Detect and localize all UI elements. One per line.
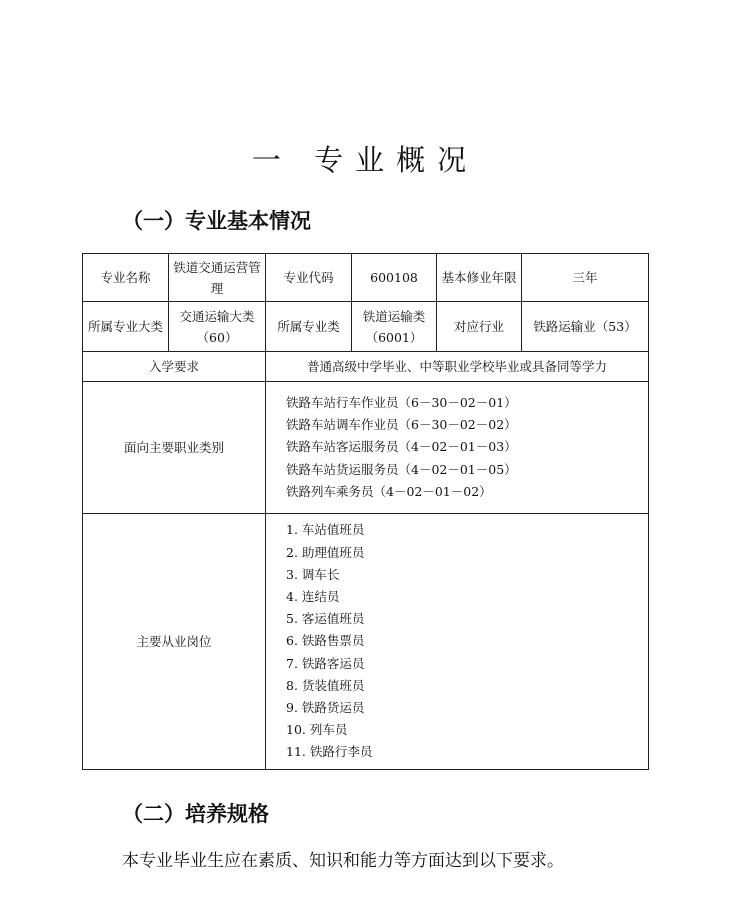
cell-major-name-value: 铁道交通运营管理 xyxy=(169,254,266,302)
cell-occupation-list xyxy=(266,382,649,514)
list-item: 9. 铁路货运员 xyxy=(286,700,365,715)
list-item: 6. 铁路售票员 xyxy=(286,633,365,649)
list-item: 铁路车站货运服务员（4－02－01－05） xyxy=(286,461,517,477)
table-row xyxy=(83,382,649,514)
cell-major-name-label: 专业名称 xyxy=(83,254,169,302)
cell-positions-list xyxy=(266,514,649,770)
table-row xyxy=(83,302,649,352)
cell-category-label: 所属专业大类 xyxy=(83,302,169,352)
table-row xyxy=(83,254,649,302)
list-item: 11. 铁路行李员 xyxy=(286,744,373,760)
cell-major-code-value: 600108 xyxy=(352,254,437,302)
chapter-title: 一 专业概况 xyxy=(251,143,479,177)
list-item: 铁路车站客运服务员（4－02－01－03） xyxy=(286,439,517,455)
table-row xyxy=(83,352,649,382)
cell-admission-value: 普通高级中学毕业、中等职业学校毕业或具备同等学力 xyxy=(266,352,649,382)
list-item: 8. 货装值班员 xyxy=(286,677,365,693)
section-title-training-spec: （二）培养规格 xyxy=(122,802,269,826)
cell-major-code-label: 专业代码 xyxy=(266,254,352,302)
cell-duration-label: 基本修业年限 xyxy=(437,254,522,302)
section-title-basic-info: （一）专业基本情况 xyxy=(122,209,311,233)
cell-admission-label: 入学要求 xyxy=(83,352,266,382)
list-item: 7. 铁路客运员 xyxy=(286,655,365,671)
list-item: 5. 客运值班员 xyxy=(286,611,365,627)
major-info-table xyxy=(82,253,649,770)
cell-category-value: 交通运输大类（60） xyxy=(169,302,266,352)
list-item: 铁路车站行车作业员（6－30－02－01） xyxy=(286,394,517,410)
cell-class-value: 铁道运输类（6001） xyxy=(352,302,437,352)
cell-industry-label: 对应行业 xyxy=(437,302,522,352)
list-item: 10. 列车员 xyxy=(286,722,348,738)
body-paragraph: 本专业毕业生应在素质、知识和能力等方面达到以下要求。 xyxy=(122,851,564,871)
list-item: 1. 车站值班员 xyxy=(286,522,365,538)
cell-occupation-label: 面向主要职业类别 xyxy=(83,382,266,514)
list-item: 铁路列车乘务员（4－02－01－02） xyxy=(286,483,492,499)
table-row xyxy=(83,514,649,770)
list-item: 2. 助理值班员 xyxy=(286,544,365,560)
cell-positions-label: 主要从业岗位 xyxy=(83,514,266,770)
list-item: 铁路车站调车作业员（6－30－02－02） xyxy=(286,417,517,433)
cell-industry-value: 铁路运输业（53） xyxy=(522,302,649,352)
list-item: 3. 调车长 xyxy=(286,566,340,582)
list-item: 4. 连结员 xyxy=(286,588,340,604)
cell-duration-value: 三年 xyxy=(522,254,649,302)
cell-class-label: 所属专业类 xyxy=(266,302,352,352)
